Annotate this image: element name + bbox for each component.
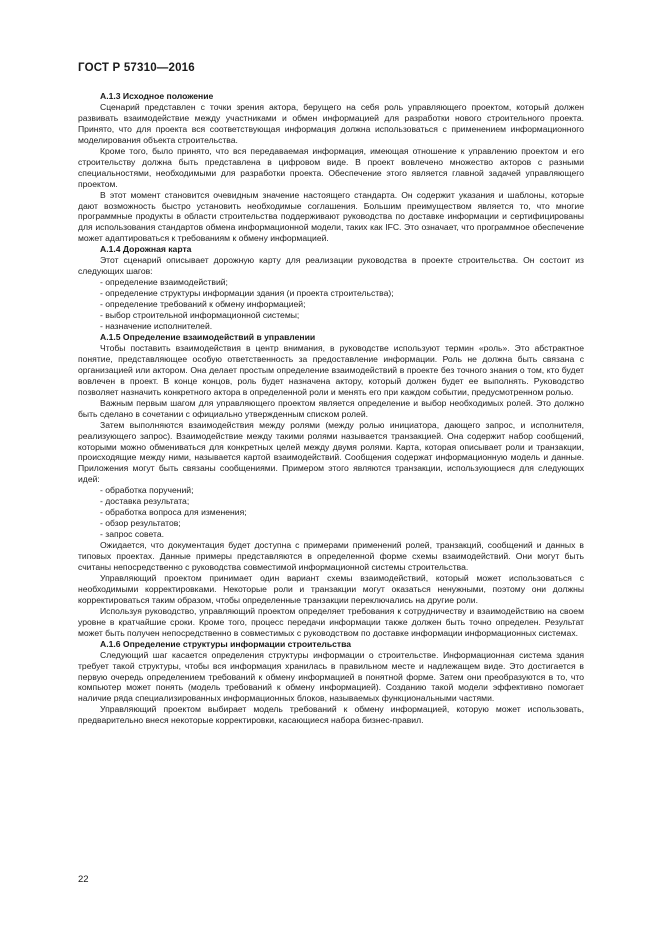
list-item: - обработка вопроса для изменения; xyxy=(100,507,247,518)
paragraph: Используя руководство, управляющий проектом определяет требования к сотрудничеству и взаимодействию на своем уровне в кратчайшие сроки. Кроме того, процесс передачи информации также должен быть точно определен. Результат может быть получен непосредственно в совместимых с руководством по доставке информации информационных системах. xyxy=(78,605,584,638)
paragraph: Затем выполняются взаимодействия между ролями (между ролью инициатора, дающего запрос, и исполнителя, реализующего запрос). Взаимодействие между такими ролями называется транзакцией. Она содержит набор сообщений, которыми можно обмениваться для конкретных целей между двумя ролями. Карта, которая описывает роли и транзакции, происходящие между ними, называется картой взаимодействий. Сообщения содержат информационную модель и данные. Приложения могут быть связаны сообщениями. Примером этого являются транзакции, использующиеся для следующих идей: xyxy=(78,419,584,485)
transaction-ideas-list xyxy=(78,485,584,540)
paragraph: Управляющий проектом выбирает модель требований к обмену информацией, которую может использовать, предварительно внеся некоторые корректировки, касающиеся набора бизнес-правил. xyxy=(78,704,584,726)
paragraph: Сценарий представлен с точки зрения актора, берущего на себя роль управляющего проектом, который должен развивать взаимодействие между участниками и обмен информацией для разработки нового строительного проекта. Принято, что для проекта вся соответствующая информация должна использоваться с применением информационного моделирования объекта строительства. xyxy=(78,101,584,145)
paragraph: Управляющий проектом принимает один вариант схемы взаимодействий, который может использоваться с необходимыми корректировками. Некоторые роли и транзакции могут оказаться ненужными, поэтому они должны корректироваться таким образом, чтобы определенные транзакции переключались на другие роли. xyxy=(78,572,584,605)
paragraph: Кроме того, было принято, что вся передаваемая информация, имеющая отношение к управлению проектом и его строительству должна быть представлена в цифровом виде. В проект вовлечено множество акторов с разными специальностями, необходимыми для разработки проекта. Обеспечение этого является главной задачей управляющего проектом. xyxy=(78,145,584,189)
list-item: - определение взаимодействий; xyxy=(100,277,228,288)
paragraph: В этот момент становится очевидным значение настоящего стандарта. Он содержит указания и шаблоны, которые дают возможность быстро установить необходимые соглашения. Большим преимуществом является то, что многие программные продукты в области строительства поддерживают руководства по доставке информации и сертифицированы для использования стандартов обмена информационной модели, таких как IFC. Это означает, что программное обеспечение может адаптироваться к требованиям к обмену информацией. xyxy=(78,189,584,244)
page-content xyxy=(78,91,584,726)
section-a13-heading: А.1.3 Исходное положение xyxy=(100,91,214,101)
list-item: - определение требований к обмену информацией; xyxy=(100,299,306,310)
paragraph: Следующий шаг касается определения структуры информации о строительстве. Информационная система здания требует такой структуры, чтобы вся информация хранилась в правильном месте и надлежащем виде. Это достигается в первую очередь определением требований к обмену информацией в понятной форме. Затем они преобразуются в то, что компьютер может понять (модель требований к обмену информацией). Созданию такой модели эффективно помогает наличие ряда специализированных информационных блоков, называемых функциональными частями. xyxy=(78,649,584,704)
paragraph: Важным первым шагом для управляющего проектом является определение и выбор необходимых ролей. Это должно быть сделано в сочетании с официально утвержденным списком ролей. xyxy=(78,397,584,419)
page-number: 22 xyxy=(78,874,89,885)
section-a14-heading: А.1.4 Дорожная карта xyxy=(100,244,192,255)
list-item: - доставка результата; xyxy=(100,496,190,507)
list-item: - обработка поручений; xyxy=(100,485,194,496)
list-item: - назначение исполнителей. xyxy=(100,321,213,332)
list-item: - определение структуры информации здания (и проекта строительства); xyxy=(100,288,394,299)
list-item: - запрос совета. xyxy=(100,529,165,540)
list-item: - обзор результатов; xyxy=(100,518,181,529)
list-item: - выбор строительной информационной системы; xyxy=(100,310,300,321)
section-a15-heading: А.1.5 Определение взаимодействий в управлении xyxy=(100,331,316,342)
roadmap-steps-list xyxy=(78,277,584,332)
paragraph: Ожидается, что документация будет доступна с примерами применений ролей, транзакций, сообщений и данных в типовых проектах. Данные примеры представляются в определенной форме схемы взаимодействий. Они могут быть считаны непосредственно с руководства совместимой информационной системы строительства. xyxy=(78,540,584,572)
paragraph: Чтобы поставить взаимодействия в центр внимания, в руководстве используют термин «роль». Это абстрактное понятие, представляющее особую ответственность за предоставление информации. Роль не должна быть связана с организацией или актором. Она делает простым определение взаимодействий в проекте без точного знания о том, кто будет вовлечен в проект. В конце концов, роль будет назначена актору, который должен будет ее выполнять. Руководство позволяет назначить конкретного актора в определенной роли и менять его при каждом событии, предусмотренном ролью. xyxy=(78,342,584,397)
document-code-header: ГОСТ Р 57310—2016 xyxy=(78,62,195,74)
paragraph: Этот сценарий описывает дорожную карту для реализации руководства в проекте строительства. Он состоит из следующих шагов: xyxy=(78,255,584,277)
section-a16-heading: А.1.6 Определение структуры информации строительства xyxy=(100,638,352,649)
